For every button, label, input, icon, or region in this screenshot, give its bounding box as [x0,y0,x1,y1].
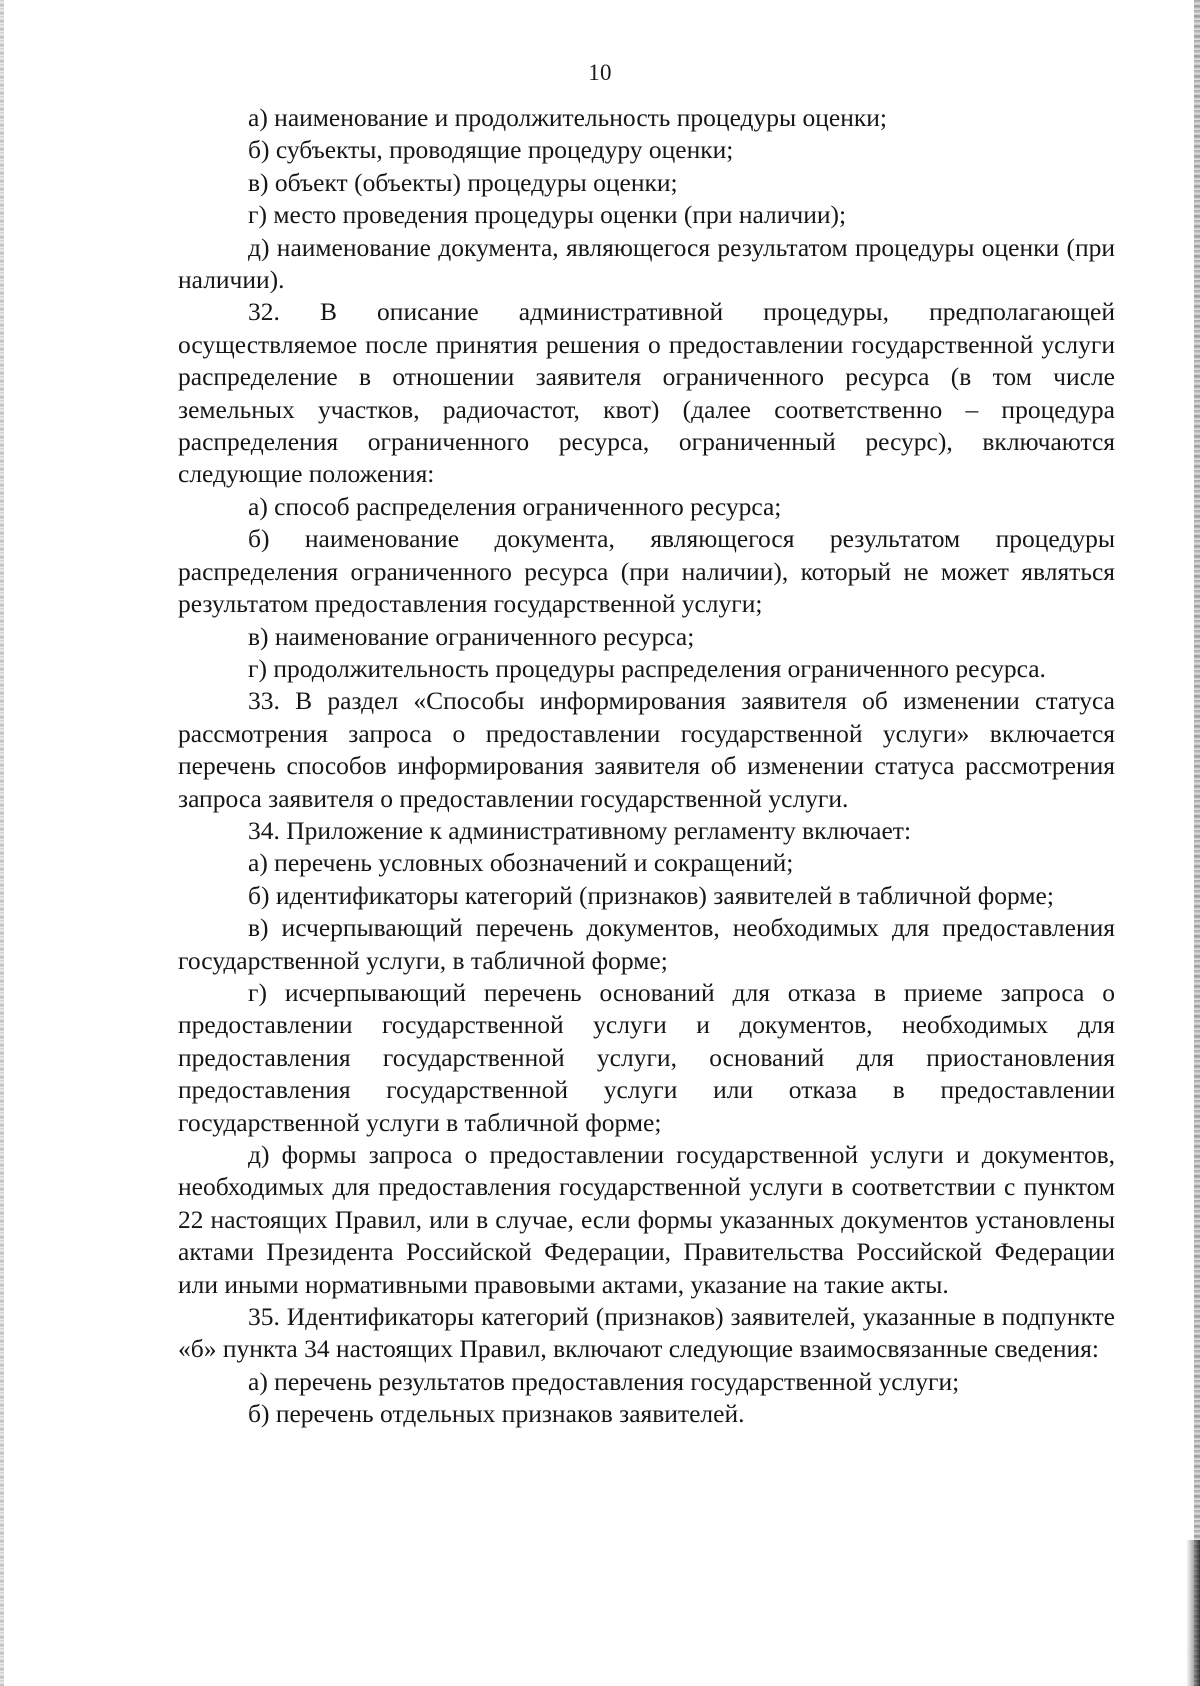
paragraph-31b: б) субъекты, проводящие процедуру оценки; [248,135,734,165]
paragraph-32: 32. В описание административной процедуры, предполагающей осуществляемое после принятия решения о предоставлении государственной услуги распределение в отношении заявителя ограниченного ресурса (в том числе земельных участков, радиочастот, квот) (далее соответственно – процедура распределения ограниченного ресурса, ограниченный ресурс), включаются следующие положения: [178,297,1115,489]
paragraph-32c: в) наименование ограниченного ресурса; [248,621,695,651]
paragraph-34c: в) исчерпывающий перечень документов, необходимых для предоставления государственной услуги, в табличной форме; [178,913,1115,975]
paragraph-32d: г) продолжительность процедуры распределения ограниченного ресурса. [248,653,1046,683]
paragraph-34e: д) формы запроса о предоставлении государственной услуги и документов, необходимых для предоставления государственной услуги в соответствии с пунктом 22 настоящих Правил, или в случае, если формы указанных документов установлены актами Президента Российской Федерации, Правительства Российской Федерации или иными нормативными правовыми актами, указание на такие акты. [178,1140,1115,1299]
paragraph-34a: а) перечень условных обозначений и сокращений; [248,848,794,878]
paragraph-35: 35. Идентификаторы категорий (признаков) заявителей, указанные в подпункте «б» пункта 34 настоящих Правил, включают следующие взаимосвязанные сведения: [178,1302,1115,1364]
paragraph-31e: д) наименование документа, являющегося результатом процедуры оценки (при наличии). [178,232,1115,295]
scan-edge-right [1194,0,1200,1686]
paragraph-34: 34. Приложение к административному регламенту включает: [248,815,912,845]
paragraph-31d: г) место проведения процедуры оценки (при наличии); [248,200,847,230]
paragraph-33: 33. В раздел «Способы информирования заявителя об изменении статуса рассмотрения запроса о предоставлении государственной услуги» включается перечень способов информирования заявителя об изменении статуса рассмотрения запроса заявителя о предоставлении государственной услуги. [178,686,1115,813]
paragraph-32b: б) наименование документа, являющегося результатом процедуры распределения ограниченного ресурса (при наличии), который не может являться результатом предоставления государственной услуги; [178,524,1115,619]
paragraph-32a: а) способ распределения ограниченного ресурса; [248,491,782,521]
paragraph-35a: а) перечень результатов предоставления государственной услуги; [248,1366,960,1396]
page-number: 10 [588,60,612,85]
paragraph-31a: а) наименование и продолжительность процедуры оценки; [248,103,888,132]
paragraph-35b: б) перечень отдельных признаков заявителей. [248,1399,745,1429]
document-body [178,102,1115,1431]
scan-shadow-corner [1186,1540,1200,1686]
paragraph-34d: г) исчерпывающий перечень оснований для отказа в приеме запроса о предоставлении государственной услуги и документов, необходимых для предоставления государственной услуги, оснований для приостановления предоставления государственной услуги или отказа в предоставлении государственной услуги в табличной форме; [178,977,1115,1137]
paragraph-31c: в) объект (объекты) процедуры оценки; [248,167,678,197]
paragraph-34b: б) идентификаторы категорий (признаков) заявителей в табличной форме; [248,880,1054,910]
scan-edge-left [0,0,4,1686]
